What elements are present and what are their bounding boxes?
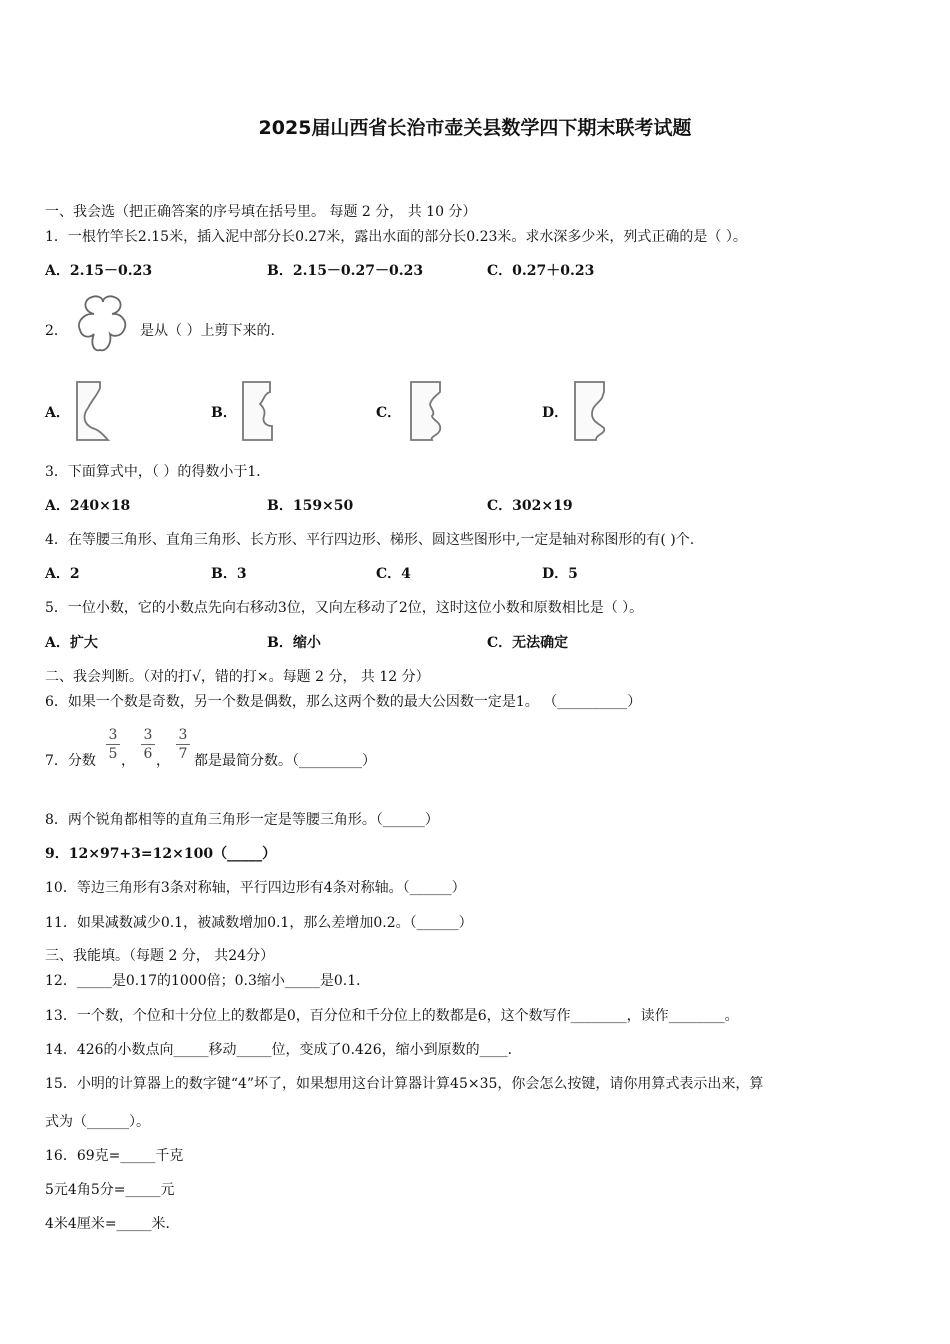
q5-option-c: C．无法确定	[487, 635, 569, 651]
q3-option-c: C．302×19	[487, 498, 573, 514]
q7-suffix: 都是最简分数。（_________）	[194, 753, 376, 769]
q3-option-a: A．240×18	[45, 498, 131, 514]
q7-prefix: 7．分数	[45, 753, 96, 769]
question-14: 14．426的小数点向_____移动_____位，变成了0.426，缩小到原数的____．	[45, 1042, 522, 1058]
q5-option-a: A．扩大	[45, 635, 98, 651]
page-title: 2025届山西省长治市壶关县数学四下期末联考试题	[258, 117, 692, 139]
question-12: 12．_____是0.17的1000倍；0.3缩小_____是0.1．	[45, 973, 371, 989]
q2-option-b: B．	[211, 405, 237, 421]
question-11: 11．如果减数减少0.1，被减数增加0.1，那么差增加0.2。（______）	[45, 915, 473, 931]
question-16: 16．69克=_____千克	[45, 1148, 184, 1164]
comma: ，	[121, 753, 135, 769]
section-2-heading: 二、我会判断。（对的打√，错的打×。每题 2 分， 共 12 分）	[45, 669, 430, 685]
question-16-part-3: 4米4厘米=_____米．	[45, 1216, 180, 1232]
fraction-denominator: 6	[143, 746, 153, 762]
option-b-shape-figure	[240, 380, 276, 442]
fraction-denominator: 7	[178, 746, 188, 762]
fraction-3-6	[141, 727, 155, 762]
fraction-numerator: 3	[108, 727, 118, 743]
q2-option-a: A．	[45, 405, 70, 421]
q4-option-c: C．4	[376, 566, 411, 582]
cloud-shape-figure	[72, 294, 134, 356]
q4-option-d: D．5	[542, 566, 578, 582]
question-6: 6．如果一个数是奇数，另一个数是偶数，那么这两个数的最大公因数一定是1。 （__________）	[45, 694, 642, 710]
q1-option-b: B．2.15－0.27－0.23	[267, 263, 424, 279]
q3-option-b: B．159×50	[267, 498, 354, 514]
fraction-3-5	[106, 727, 120, 762]
fraction-numerator: 3	[178, 727, 188, 743]
question-1: 1．一根竹竿长2.15米，插入泥中部分长0.27米，露出水面的部分长0.23米。求水深多少米，列式正确的是（ ）。	[45, 229, 747, 245]
fraction-denominator: 5	[108, 746, 118, 762]
comma: ，	[156, 753, 170, 769]
q2-option-c: C．	[376, 405, 402, 421]
q4-option-a: A．2	[45, 566, 80, 582]
fraction-3-7	[176, 727, 190, 762]
question-3: 3．下面算式中，（ ）的得数小于1．	[45, 464, 271, 480]
q1-option-c: C．0.27＋0.23	[487, 263, 595, 279]
fraction-numerator: 3	[143, 727, 153, 743]
question-13: 13．一个数，个位和十分位上的数都是0，百分位和千分位上的数都是6，这个数写作________，读作________。	[45, 1008, 739, 1024]
question-10: 10．等边三角形有3条对称轴，平行四边形有4条对称轴。（______）	[45, 880, 466, 896]
option-a-shape-figure	[74, 380, 110, 442]
option-d-shape-figure	[572, 380, 608, 442]
q2-number: 2．	[45, 323, 68, 339]
question-4: 4．在等腰三角形、直角三角形、长方形、平行四边形、梯形、圆这些图形中,一定是轴对称图形的有( )个.	[45, 532, 695, 548]
q5-option-b: B．缩小	[267, 635, 321, 651]
question-16-part-2: 5元4角5分=_____元	[45, 1182, 175, 1198]
question-15-line-2: 式为（______）。	[45, 1114, 150, 1130]
question-15-line-1: 15．小明的计算器上的数字键“4”坏了，如果想用这台计算器计算45×35，你会怎么按键，请你用算式表示出来，算	[45, 1076, 764, 1092]
q2-option-d: D．	[542, 405, 569, 421]
option-c-shape-figure	[408, 380, 444, 442]
question-9: 9．12×97+3=12×100（_____）	[45, 846, 277, 862]
section-3-heading: 三、我能填。（每题 2 分， 共24分）	[45, 948, 275, 964]
section-1-heading: 一、我会选（把正确答案的序号填在括号里。 每题 2 分， 共 10 分）	[45, 204, 477, 220]
q2-text: 是从（ ）上剪下来的.	[140, 323, 275, 339]
question-8: 8．两个锐角都相等的直角三角形一定是等腰三角形。（______）	[45, 812, 439, 828]
q4-option-b: B．3	[211, 566, 247, 582]
question-5: 5．一位小数，它的小数点先向右移动3位，又向左移动了2位，这时这位小数和原数相比是（ ）。	[45, 600, 644, 616]
q1-option-a: A．2.15－0.23	[45, 263, 153, 279]
